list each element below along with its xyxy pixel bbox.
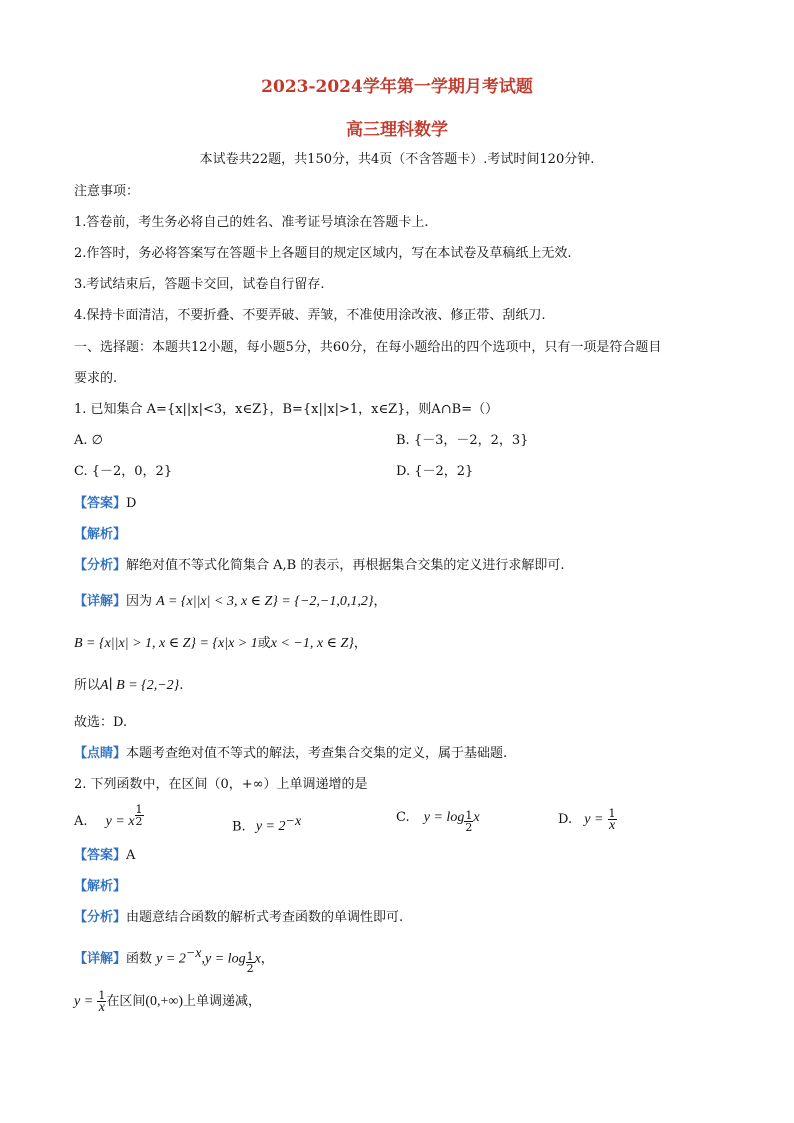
q1-answer: D [126,496,137,511]
q2-option-d-base: y = [584,812,604,827]
q2-fenxi-line [74,908,720,928]
q2-option-d [558,808,617,831]
q1-set-b-formula-b: x < −1, x ∈ Z} [270,636,354,651]
q1-choose: 故选：D. [74,715,128,730]
q2-xj-y1: y = 2 [156,951,186,967]
q1-option-c: C. {－2，0，2} [74,464,173,479]
q2-option-c-var: x [473,810,480,825]
q2-option-d-frac [608,808,617,831]
notice-item-2: 2.作答时，务必将答案写在答题卡上各题目的规定区域内，写在本试卷及草稿纸上无效. [74,246,572,261]
q2-option-b-label: B. [232,819,246,835]
q2-last-text1: 在区间 [106,994,146,1009]
section-heading-line-1: 一、选择题：本题共12小题，每小题5分，共60分，在每小题给出的四个选项中，只有一项是符合题目 [74,340,662,355]
q1-option-b: B. {－3，－2，2，3} [396,433,529,448]
q2-last-y: y = [74,994,94,1009]
analysis-tag: 【解析】 [74,879,127,894]
q2-xj-y2: ,y = log [201,951,246,967]
q1-option-d: D. {－2，2} [396,464,474,479]
q2-analysis-tag [74,877,720,897]
section-heading-line-2: 要求的. [74,371,118,386]
q2-option-a-label: A. [74,814,88,829]
q1-answer-line [74,494,720,514]
q2-xiangjie-prefix: 函数 [126,951,153,967]
frac-num: 1 [98,989,106,1002]
exam-subtitle: 高三理科数学 [346,120,448,140]
q2-xj-suffix: ， [260,951,274,967]
q1-fenxi-line [74,556,720,576]
q1-stem: 1. 已知集合 A={x||x|<3，x∈Z}，B={x||x|>1，x∈Z}，则A∩B=（） [74,402,499,417]
q2-answer: A [126,848,136,863]
sub-num: 1 [246,950,254,964]
q1-fenxi-text: 解绝对值不等式化简集合 A,B 的表示，再根据集合交集的定义进行求解即可. [126,558,565,573]
q2-option-b [232,812,301,837]
q1-xiangjie3-prefix: 所以 [74,678,101,693]
q1-analysis-tag [74,525,720,545]
q2-option-c-base: y = log [423,810,465,825]
sub-den: 2 [465,821,473,834]
exam-title: 2023-2024学年第一学期月考试题 [261,77,533,97]
exp-num: 1 [135,803,143,816]
dianjing-tag: 【点睛】 [74,746,127,761]
frac-den: x [98,1000,105,1015]
q1-dianjing-text: 本题考查绝对值不等式的解法，考查集合交集的定义，属于基础题. [126,746,508,761]
q2-option-c-label: C. [396,810,410,825]
q1-option-a: A. ∅ [74,433,103,448]
q2-stem: 2. 下列函数中，在区间（0，+∞）上单调递增的是 [74,777,368,792]
q1-xiangjie-line-2 [74,634,720,654]
q1-intersection-formula: A∣ B = {2,−2} [100,678,180,693]
exp-den: 2 [135,815,143,828]
q2-answer-line [74,846,720,866]
q2-fenxi-text: 由题意结合函数的解析式考查函数的单调性即可. [126,910,404,925]
notice-item-4: 4.保持卡面清洁，不要折叠、不要弄破、弄皱，不准使用涂改液、修正带、刮纸刀. [74,308,546,323]
sub-num: 1 [465,809,473,822]
q2-option-a-base: y = x [105,814,135,829]
q1-xiangjie3-suffix: . [179,678,184,693]
q2-option-b-exp: −x [285,814,302,829]
answer-tag: 【答案】 [74,496,127,511]
q2-xiangjie-line [74,944,720,974]
q2-last-text2: 上单调递减， [183,994,262,1009]
fenxi-tag: 【分析】 [74,558,127,573]
q1-set-a-formula: A = {x||x| < 3, x ∈ Z} = {−2,−1,0,1,2} [156,594,374,609]
q2-option-a-exponent [135,804,144,827]
exam-info: 本试卷共22题，共150分，共4页（不含答题卡）.考试时间120分钟. [199,152,595,167]
q1-xiangjie-prefix: 因为 [126,594,153,609]
q2-xj-sub [246,951,255,974]
frac-den: x [608,818,616,833]
q1-or-word: 或 [257,636,271,651]
q1-xiangjie1-suffix: ， [373,594,387,609]
q2-option-d-label: D. [558,812,573,827]
xiangjie-tag: 【详解】 [74,594,127,609]
q1-set-b-formula-a: B = {x||x| > 1, x ∈ Z} = {x|x > 1 [74,636,258,651]
q2-last-interval: (0,+∞) [145,994,184,1009]
notice-item-1: 1.答卷前，考生务必将自己的姓名、准考证号填涂在答题卡上. [74,215,429,230]
analysis-tag: 【解析】 [74,527,127,542]
q2-last-line [74,990,720,1013]
xiangjie-tag: 【详解】 [74,951,127,967]
q1-xiangjie2-suffix: ， [353,636,367,651]
q1-dianjing-line [74,744,720,764]
notice-heading: 注意事项： [74,184,140,199]
q2-option-c [396,808,480,833]
notice-item-3: 3.考试结束后，答题卡交回，试卷自行留存. [74,277,325,292]
fenxi-tag: 【分析】 [74,910,127,925]
q2-option-c-sub [464,810,473,833]
q2-last-frac [97,990,106,1013]
answer-tag: 【答案】 [74,848,127,863]
q2-xj-var: x [254,951,261,967]
sub-den: 2 [246,962,254,976]
q2-option-b-base: y = 2 [255,819,286,835]
q2-option-a [74,803,144,832]
q1-xiangjie-line-3 [74,676,720,696]
q1-xiangjie-line-1 [74,592,720,612]
q2-xj-y1-exp: −x [185,946,202,961]
frac-num: 1 [608,807,616,820]
